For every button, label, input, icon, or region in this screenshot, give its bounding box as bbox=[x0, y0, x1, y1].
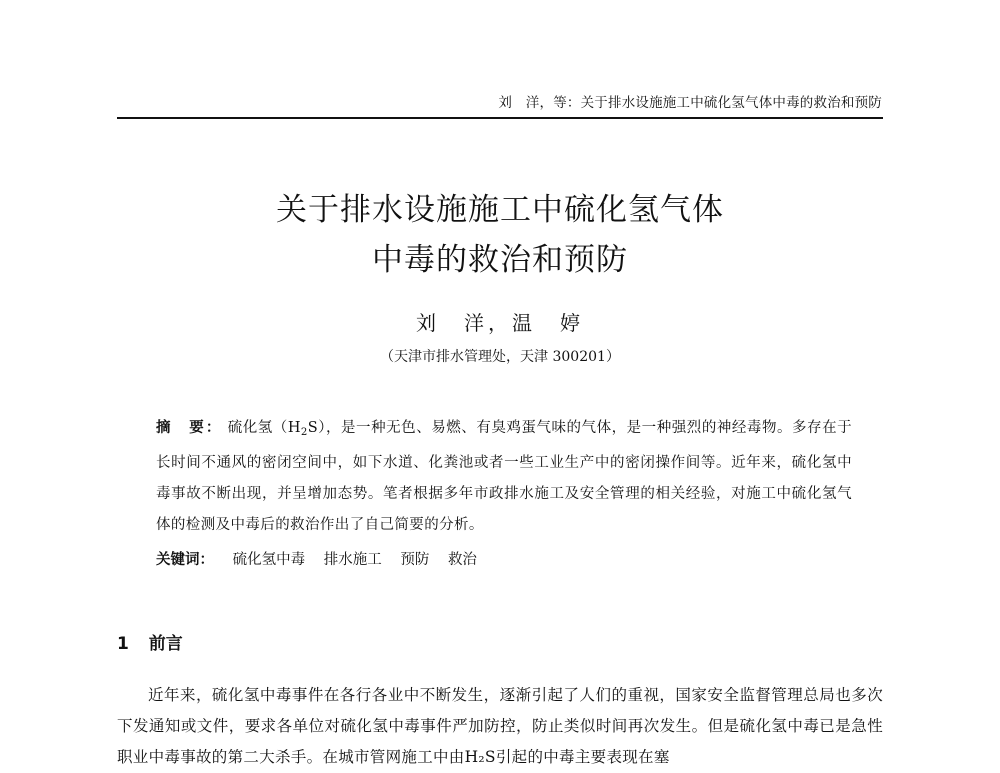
keyword: 硫化氢中毒 bbox=[232, 552, 306, 568]
keywords-label: 关键词： bbox=[156, 552, 214, 568]
formula-subscript: 2 bbox=[300, 427, 308, 439]
running-head: 刘 洋，等：关于排水设施施工中硫化氢气体中毒的救治和预防 bbox=[498, 95, 882, 111]
formula-s: S bbox=[307, 420, 319, 436]
keywords bbox=[156, 545, 852, 576]
title-line-2: 中毒的救治和预防 bbox=[372, 242, 628, 278]
section-paragraph: 近年来，硫化氢中毒事件在各行各业中不断发生，逐渐引起了人们的重视，国家安全监督管理总局也多次下发通知或文件，要求各单位对硫化氢中毒事件严加防控，防止类似时间再次发生。但是硫化氢中毒已是急性职业中毒事故的第二大杀手。在城市管网施工中由H₂S引起的中毒主要表现在塞 bbox=[117, 686, 883, 766]
abstract bbox=[156, 413, 852, 541]
formula-h: H bbox=[287, 420, 301, 436]
header-rule bbox=[117, 117, 883, 119]
section-heading bbox=[117, 629, 183, 654]
abstract-text: ），是一种无色、易燃、有臭鸡蛋气味的气体，是一种强烈的神经毒物。多存在于长时间不通风的密闭空间中，如下水道、化粪池或者一些工业生产中的密闭操作间等。近年来，硫化氢中毒事故不断出现，并呈增加态势。笔者根据多年市政排水施工及安全管理的相关经验，对施工中硫化氢气体的检测及中毒后的救治作出了自己简要的分析。 bbox=[156, 420, 853, 534]
section-number: 1 bbox=[117, 634, 129, 654]
abstract-text-before-formula: 硫化氢（ bbox=[227, 420, 288, 436]
paper-title bbox=[0, 185, 1000, 285]
abstract-label: 摘 要： bbox=[156, 420, 223, 436]
keyword: 预防 bbox=[400, 552, 430, 568]
keyword: 排水施工 bbox=[323, 552, 382, 568]
authors: 刘 洋，温 婷 bbox=[416, 311, 584, 335]
affiliation: （天津市排水管理处，天津 300201） bbox=[380, 349, 620, 365]
title-line-1: 关于排水设施施工中硫化氢气体 bbox=[276, 192, 724, 228]
keyword: 救治 bbox=[447, 552, 477, 568]
section-title: 前言 bbox=[148, 634, 183, 654]
